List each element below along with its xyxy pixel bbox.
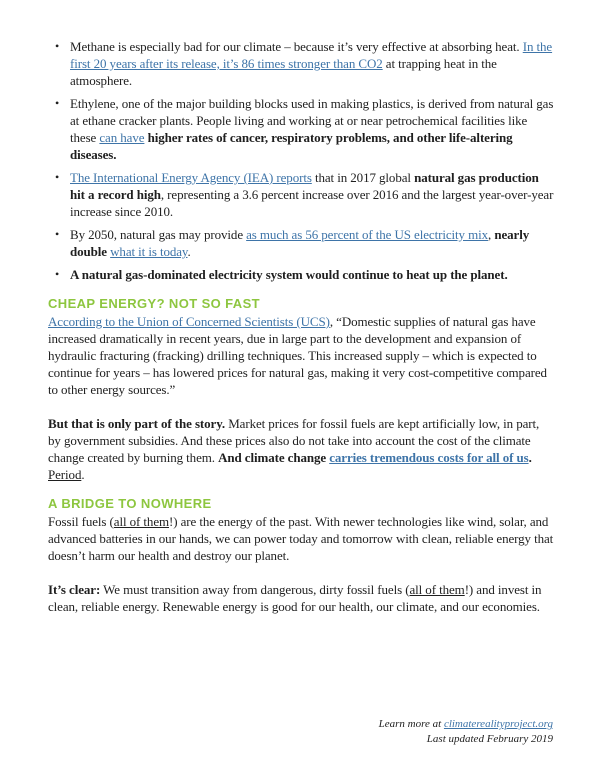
text-link[interactable]: In the first 20 years after its release, it’s 86 times stronger than CO2 <box>70 39 553 71</box>
bullet-item-ethylene <box>48 95 554 163</box>
text-segment: natural gas production hit a record high <box>70 170 539 202</box>
text-segment: Period <box>48 467 82 482</box>
text-segment: that in 2017 global <box>311 170 415 185</box>
text-segment: , representing a 3.6 percent increase over 2016 and the largest year-over-year increase since 2010. <box>70 187 554 219</box>
text-segment: all of them <box>113 514 169 529</box>
page-footer <box>379 717 553 746</box>
text-link[interactable]: can have <box>99 130 145 145</box>
bullet-item-heat-up-planet <box>48 266 554 283</box>
text-segment: . <box>81 467 85 482</box>
text-segment: at trapping heat in the atmosphere. <box>70 56 497 88</box>
text-link[interactable]: According to the Union of Concerned Scientists (UCS) <box>48 314 330 329</box>
text-segment: . <box>187 244 191 259</box>
footer-last-updated: Last updated February 2019 <box>426 732 553 745</box>
bullet-list <box>48 38 554 283</box>
text-segment: Methane is especially bad for our climate – because it’s very effective at absorbing heat. <box>70 39 523 54</box>
text-segment: all of them <box>409 582 465 597</box>
text-segment: And climate change <box>218 450 330 465</box>
text-segment: By 2050, natural gas may provide <box>70 227 247 242</box>
text-segment: Market prices for fossil fuels are kept artificially low, in part, by government subsidies. And these prices also do not take into account the cost of the climate change created by burning them. <box>48 416 540 465</box>
text-segment: !) are the energy of the past. With newer technologies like wind, solar, and advanced batteries in our hands, we can power today and tomorrow with clean, reliable energy that doesn’t harm our health and destroy our planet. <box>48 514 554 563</box>
paragraph-fossil-fuels-past <box>48 513 554 564</box>
section-cheap-energy <box>48 296 554 483</box>
paragraph-its-clear <box>48 581 554 615</box>
text-link[interactable]: The International Energy Agency (IEA) reports <box>70 170 312 185</box>
text-segment: It’s clear: <box>48 582 101 597</box>
text-segment: Ethylene, one of the major building blocks used in making plastics, is derived from natural gas at ethane cracker plants. People living and working at or near petrochemical facilities like these <box>70 96 554 145</box>
section-bridge-to-nowhere <box>48 496 554 615</box>
text-segment: We must transition away from dangerous, dirty fossil fuels ( <box>100 582 410 597</box>
text-segment: Learn more at <box>378 718 444 730</box>
paragraph-ucs-quote <box>48 313 554 398</box>
text-segment: , <box>488 227 495 242</box>
text-segment: A natural gas-dominated electricity system would continue to heat up the planet. <box>70 267 508 282</box>
text-link[interactable]: as much as 56 percent of the US electricity mix <box>246 227 489 242</box>
text-segment: !) and invest in clean, reliable energy. Renewable energy is good for our health, our climate, and our economies. <box>48 582 542 614</box>
text-segment: nearly double <box>70 227 530 259</box>
bullet-item-methane <box>48 38 554 89</box>
bullet-item-iea-report <box>48 169 554 220</box>
text-segment: . <box>528 450 532 465</box>
text-link[interactable]: what it is today <box>110 244 188 259</box>
text-link[interactable]: climaterealityproject.org <box>443 718 553 730</box>
bullet-item-2050-projection <box>48 226 554 260</box>
text-segment: Fossil fuels ( <box>48 514 114 529</box>
document-body <box>48 38 554 615</box>
text-segment: But that is only part of the story. <box>48 416 226 431</box>
text-segment: higher rates of cancer, respiratory problems, and other life-altering diseases. <box>70 130 513 162</box>
paragraph-part-of-story <box>48 415 554 483</box>
text-segment: , “Domestic supplies of natural gas have increased dramatically in recent years, due in large part to the development and expansion of hydraulic fracturing (fracking) drilling techniques. This increased supply – which is expected to continue for years – has lowered prices for natural gas, making it very cost-competitive compared to other energy sources.” <box>48 314 547 397</box>
footer-learn-more <box>379 717 553 732</box>
text-link[interactable]: carries tremendous costs for all of us <box>329 450 529 465</box>
section-heading-cheap-energy: CHEAP ENERGY? NOT SO FAST <box>48 296 261 311</box>
section-heading-bridge-to-nowhere: A BRIDGE TO NOWHERE <box>48 496 212 511</box>
